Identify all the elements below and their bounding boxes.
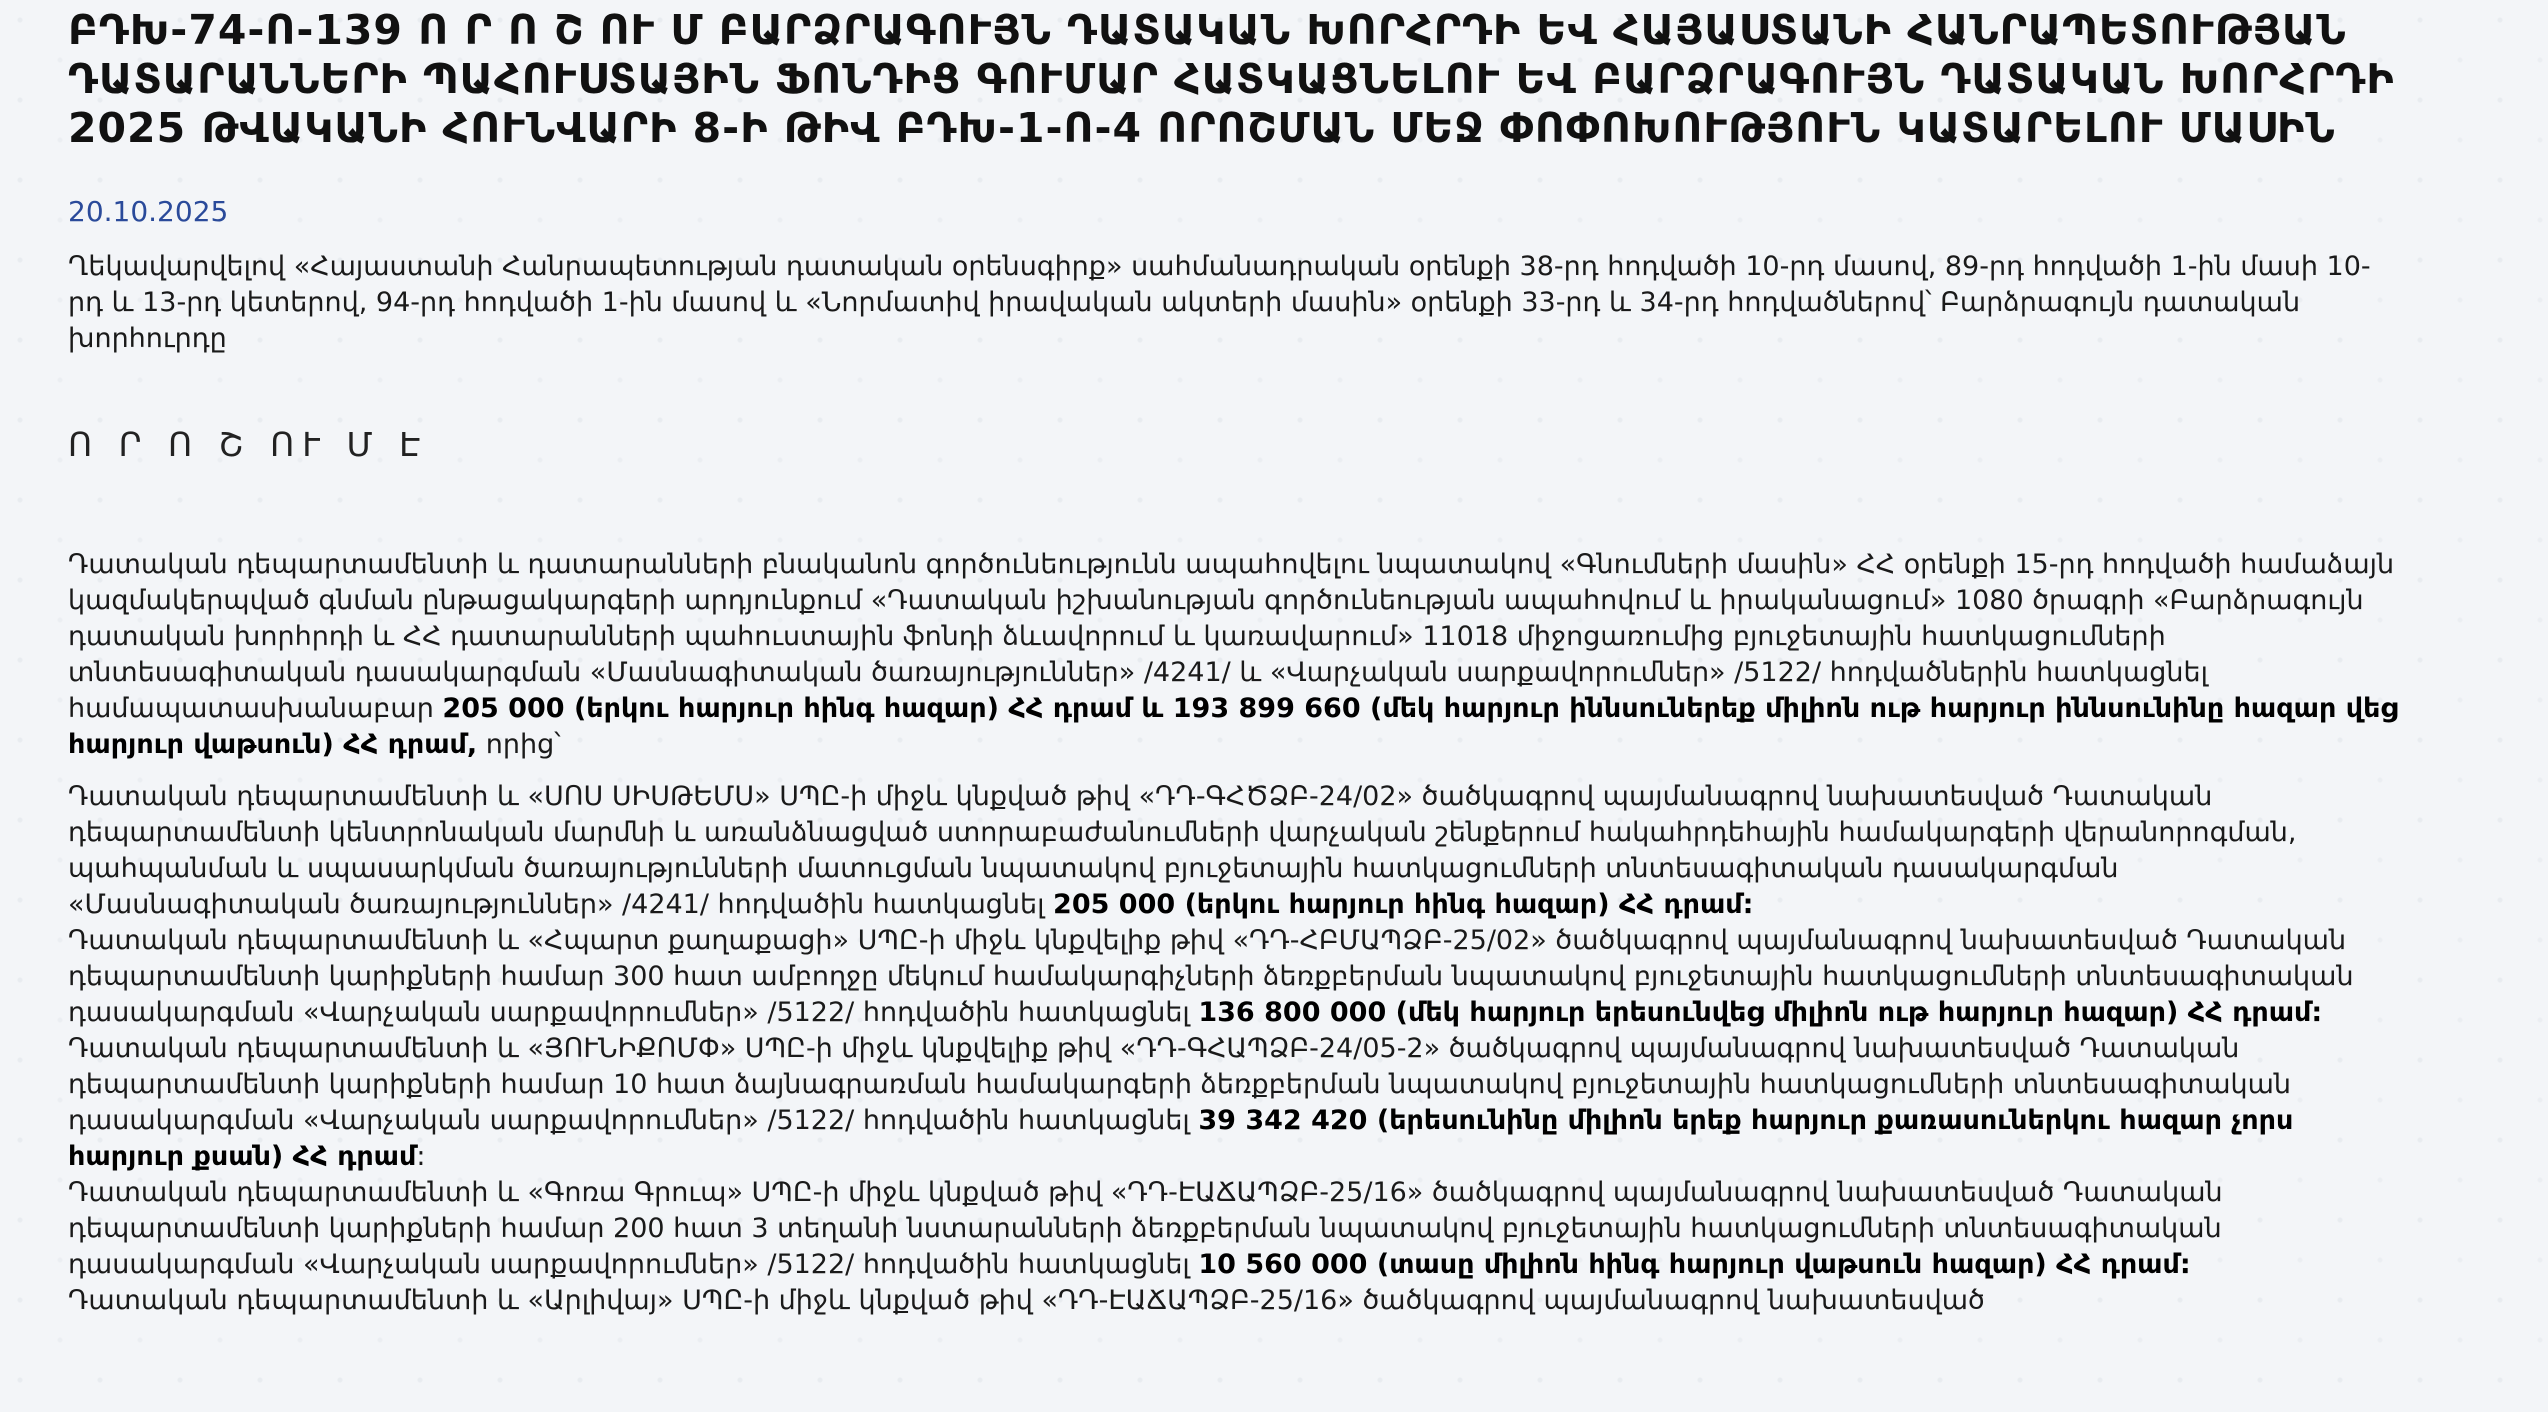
- publication-date: 20.10.2025: [68, 195, 229, 228]
- contract-text-b: ծածկագրով պայմանագրով նախատեսված Դատական դեպարտամենտի կարիքների համար 300 հատ ամբողջը մեկում համակարգիչների ձեռքբերման նպատակով բյուջետային հատկացումների տնտեսագիտական դասակարգման «Վարչական սարքավորումներ» /5122/ հոդվածին հատկացնել: [68, 925, 2354, 1028]
- contract-text-b: ծածկագրով պայմանագրով նախատեսված Դատական դեպարտամենտի կարիքների համար 10 հատ ձայնագրառման համակարգերի ձեռքբերման նպատակով բյուջետային հատկացումների տնտեսագիտական դասակարգման «Վարչական սարքավորումներ» /5122/ հոդվածին հատկացնել: [68, 1033, 2292, 1136]
- contract-code: «ԴԴ-ՀԲՄԱՊՁԲ-25/02»: [1232, 925, 1547, 956]
- main-paragraph-text: Դատական դեպարտամենտի և դատարանների բնականոն գործունեությունն ապահովելու նպատակով «Գնումների մասին» ՀՀ օրենքի 15-րդ հոդվածի համաձայն կազմակերպված գնման ընթացակարգերի արդյունքում «Դատական իշխանության գործունեության ապահովում և իրականացում» 1080 ծրագրի «Բարձրագույն դատական խորհրդի և ՀՀ դատարանների պահուստային ֆոնդի ձևավորում և կառավարում» 11018 միջոցառումից բյուջետային հատկացումների տնտեսագիտական դասակարգման «Մասնագիտական ծառայություններ» /4241/ և «Վարչական սարքավորումներ» /5122/ հոդվածներին հատկացնել համապատասխանաբար: [68, 549, 2395, 724]
- contract-paragraph-gora-group: [68, 1175, 2398, 1283]
- contract-amount: 205 000 (երկու հարյուր հինգ հազար) ՀՀ դրամ:: [1053, 889, 1754, 920]
- contract-text-a: Դատական դեպարտամենտի և «Հպարտ քաղաքացի» ՍՊԸ-ի միջև կնքվելիք թիվ: [68, 925, 1233, 956]
- contract-text-b: ծածկագրով պայմանագրով նախատեսված: [1353, 1285, 1985, 1316]
- main-paragraph-tail: որից՝: [477, 729, 561, 760]
- contract-text-a: Դատական դեպարտամենտի և «Գոռա Գրուպ» ՍՊԸ-ի միջև կնքված թիվ: [68, 1177, 1111, 1208]
- contract-paragraph-hpart-qaghaqatsi: [68, 923, 2398, 1031]
- contract-code: «ԴԴ-ԳՀԱՊՁԲ-24/05-2»: [1119, 1033, 1441, 1064]
- contract-amount: 39 342 420 (երեսունինը միլիոն երեք հարյուր քառասուներկու հազար չորս հարյուր քսան) ՀՀ դրամ: [68, 1105, 2294, 1172]
- contract-amount: 10 560 000 (տասը միլիոն հինգ հարյուր վաթսուն հազար) ՀՀ դրամ:: [1198, 1249, 2191, 1280]
- contract-text-a: Դատական դեպարտամենտի և «ՍՈՍ ՍԻՍԹԵՄՍ» ՍՊԸ-ի միջև կնքված թիվ: [68, 781, 1139, 812]
- contract-text-b: ծածկագրով պայմանագրով նախատեսված Դատական դեպարտամենտի կարիքների համար 200 հատ 3 տեղանի նստարանների ձեռքբերման նպատակով բյուջետային հատկացումների տնտեսագիտական դասակարգման «Վարչական սարքավորումներ» /5122/ հոդվածին հատկացնել: [68, 1177, 2223, 1280]
- contract-code: «ԴԴ-ԷԱՃԱՊՁԲ-25/16»: [1041, 1285, 1354, 1316]
- contract-paragraph-unicomp: [68, 1031, 2398, 1175]
- document-page: [68, 0, 2398, 1319]
- contract-text-a: Դատական դեպարտամենտի և «Արլիվայ» ՍՊԸ-ի միջև կնքված թիվ: [68, 1285, 1042, 1316]
- contract-paragraph-sos-systems: [68, 779, 2398, 923]
- contract-text-b: ծածկագրով պայմանագրով նախատեսված Դատական դեպարտամենտի կենտրոնական մարմնի և առանձնացված ստորաբաժանումների վարչական շենքերում հակահրդեհային համակարգերի վերանորոգման, պահպանման և սպասարկման ծառայությունների մատուցման նպատակով բյուջետային հատկացումների տնտեսագիտական դասակարգման «Մասնագիտական ծառայություններ» /4241/ հոդվածին հատկացնել: [68, 781, 2297, 920]
- intro-paragraph: Ղեկավարվելով «Հայաստանի Հանրապետության դատական օրենսգիրք» սահմանադրական օրենքի 38-րդ հոդվածի 10-րդ մասով, 89-րդ հոդվածի 1-ին մասի 10-րդ և 13-րդ կետերով, 94-րդ հոդվածի 1-ին մասով և «Նորմատիվ իրավական ակտերի մասին» օրենքի 33-րդ և 34-րդ հոդվածներով՝ Բարձրագույն դատական խորհուրդը: [68, 251, 2371, 354]
- main-paragraph-amounts: 205 000 (երկու հարյուր հինգ հազար) ՀՀ դրամ և 193 899 660 (մեկ հարյուր իննսուներեք միլիոն ութ հարյուր իննսունինը հազար վեց հարյուր վաթսուն) ՀՀ դրամ,: [68, 693, 2398, 760]
- contract-amount: 136 800 000 (մեկ հարյուր երեսունվեց միլիոն ութ հարյուր հազար) ՀՀ դրամ:: [1198, 997, 2323, 1028]
- decision-heading: Ո Ր Ո Շ ՈՒ Մ Է: [68, 425, 429, 464]
- page-title: ԲԴԽ-74-Ո-139 Ո Ր Ո Շ ՈՒ Մ ԲԱՐՁՐԱԳՈՒՅՆ ԴԱՏԱԿԱՆ ԽՈՐՀՐԴԻ ԵՎ ՀԱՅԱՍՏԱՆԻ ՀԱՆՐԱՊԵՏՈՒԹՅԱՆ ԴԱՏԱՐԱՆՆԵՐԻ ՊԱՀՈՒՍՏԱՅԻՆ ՖՈՆԴԻՑ ԳՈՒՄԱՐ ՀԱՏԿԱՑՆԵԼՈՒ ԵՎ ԲԱՐՁՐԱԳՈՒՅՆ ԴԱՏԱԿԱՆ ԽՈՐՀՐԴԻ 2025 ԹՎԱԿԱՆԻ ՀՈՒՆՎԱՐԻ 8-Ի ԹԻՎ ԲԴԽ-1-Ո-4 ՈՐՈՇՄԱՆ ՄԵՋ ՓՈՓՈԽՈՒԹՅՈՒՆ ԿԱՏԱՐԵԼՈՒ ՄԱՍԻՆ: [68, 6, 2395, 152]
- contract-paragraph-arlivay: [68, 1283, 2398, 1319]
- contract-text-a: Դատական դեպարտամենտի և «ՅՈՒՆԻՔՈՄՓ» ՍՊԸ-ի միջև կնքվելիք թիվ: [68, 1033, 1120, 1064]
- main-paragraph: [68, 547, 2398, 763]
- contract-tail: :: [416, 1141, 426, 1172]
- contract-code: «ԴԴ-ԳՀԾՁԲ-24/02»: [1138, 781, 1414, 812]
- contract-code: «ԴԴ-ԷԱՃԱՊՁԲ-25/16»: [1110, 1177, 1424, 1208]
